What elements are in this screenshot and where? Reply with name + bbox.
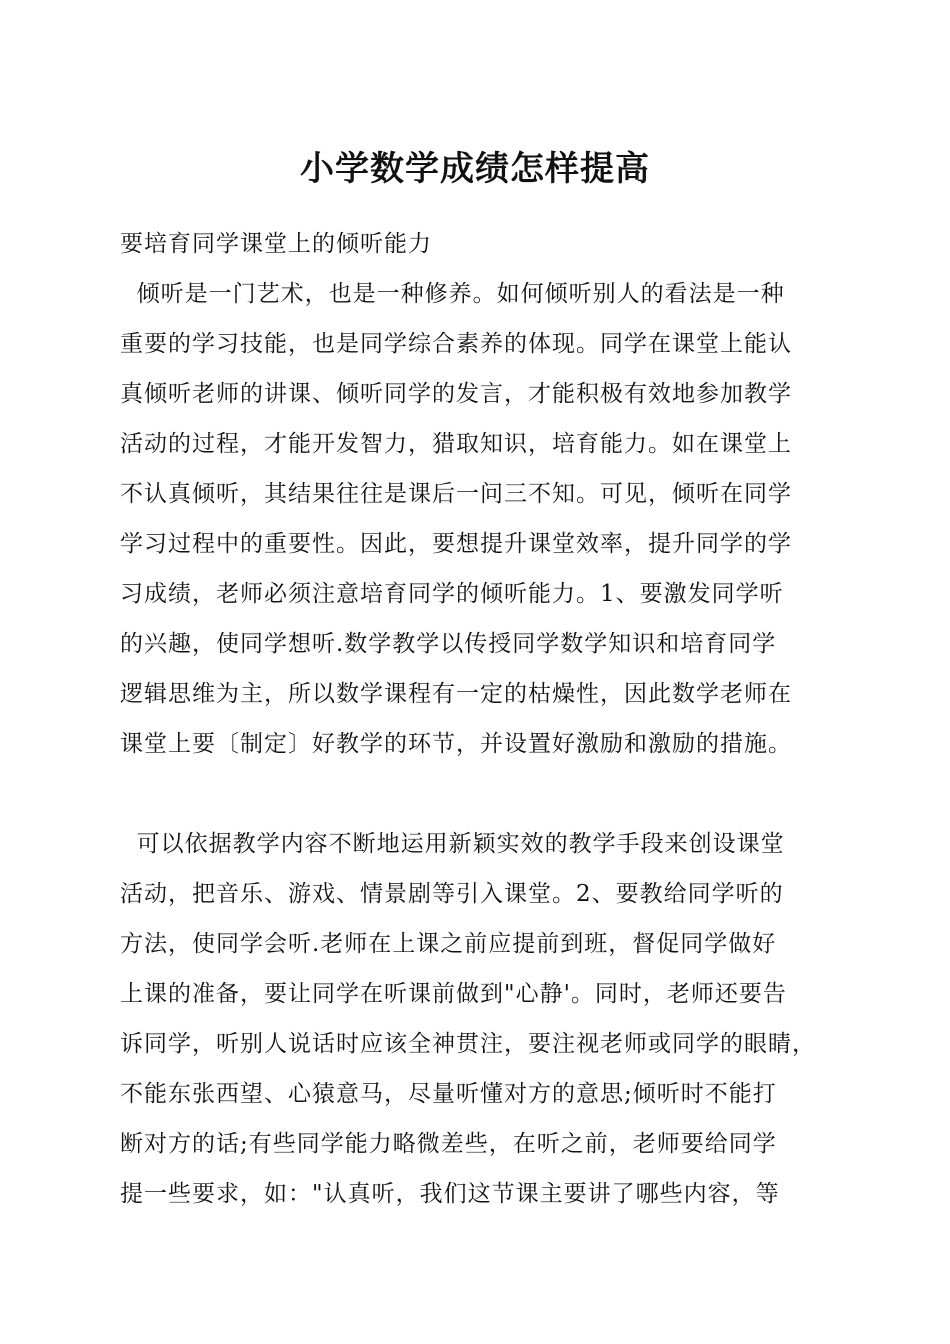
paragraph-line: 活动，把音乐、游戏、情景剧等引入课堂。2、要教给同学听的 — [120, 881, 784, 907]
paragraph-line: 诉同学，听别人说话时应该全神贯注，要注视老师或同学的眼睛， — [120, 1031, 816, 1057]
paragraph-line: 不认真倾听，其结果往往是课后一问三不知。可见，倾听在同学 — [120, 481, 792, 507]
paragraph-line: 活动的过程，才能开发智力，猎取知识，培育能力。如在课堂上 — [120, 431, 792, 457]
paragraph-line: 提一些要求，如："认真听，我们这节课主要讲了哪些内容，等 — [120, 1181, 780, 1207]
paragraph-line: 真倾听老师的讲课、倾听同学的发言，才能积极有效地参加教学 — [120, 381, 792, 407]
paragraph-line: 重要的学习技能，也是同学综合素养的体现。同学在课堂上能认 — [120, 331, 792, 357]
paragraph-line: 习成绩，老师必须注意培育同学的倾听能力。1、要激发同学听 — [120, 581, 784, 607]
paragraph-line: 上课的准备，要让同学在听课前做到"心静'。同时，老师还要告 — [120, 981, 787, 1007]
paragraph-line: 逻辑思维为主，所以数学课程有一定的枯燥性，因此数学老师在 — [120, 681, 792, 707]
section-heading: 要培育同学课堂上的倾听能力 — [120, 231, 432, 257]
paragraph-line: 可以依据教学内容不断地运用新颖实效的教学手段来创设课堂 — [120, 831, 785, 857]
paragraph-line: 不能东张西望、心猿意马，尽量听懂对方的意思;倾听时不能打 — [120, 1081, 777, 1107]
paragraph-line: 方法，使同学会听.老师在上课之前应提前到班，督促同学做好 — [120, 931, 777, 957]
page-title: 小学数学成绩怎样提高 — [300, 149, 650, 189]
paragraph-line: 课堂上要〔制定〕好教学的环节，并设置好激励和激励的措施。 — [120, 731, 792, 757]
paragraph-line: 倾听是一门艺术，也是一种修养。如何倾听别人的看法是一种 — [120, 281, 785, 307]
paragraph-line: 学习过程中的重要性。因此，要想提升课堂效率，提升同学的学 — [120, 531, 792, 557]
paragraph-line: 的兴趣，使同学想听.数学教学以传授同学数学知识和培育同学 — [120, 631, 777, 657]
paragraph-line: 断对方的话;有些同学能力略微差些，在听之前，老师要给同学 — [120, 1131, 777, 1157]
